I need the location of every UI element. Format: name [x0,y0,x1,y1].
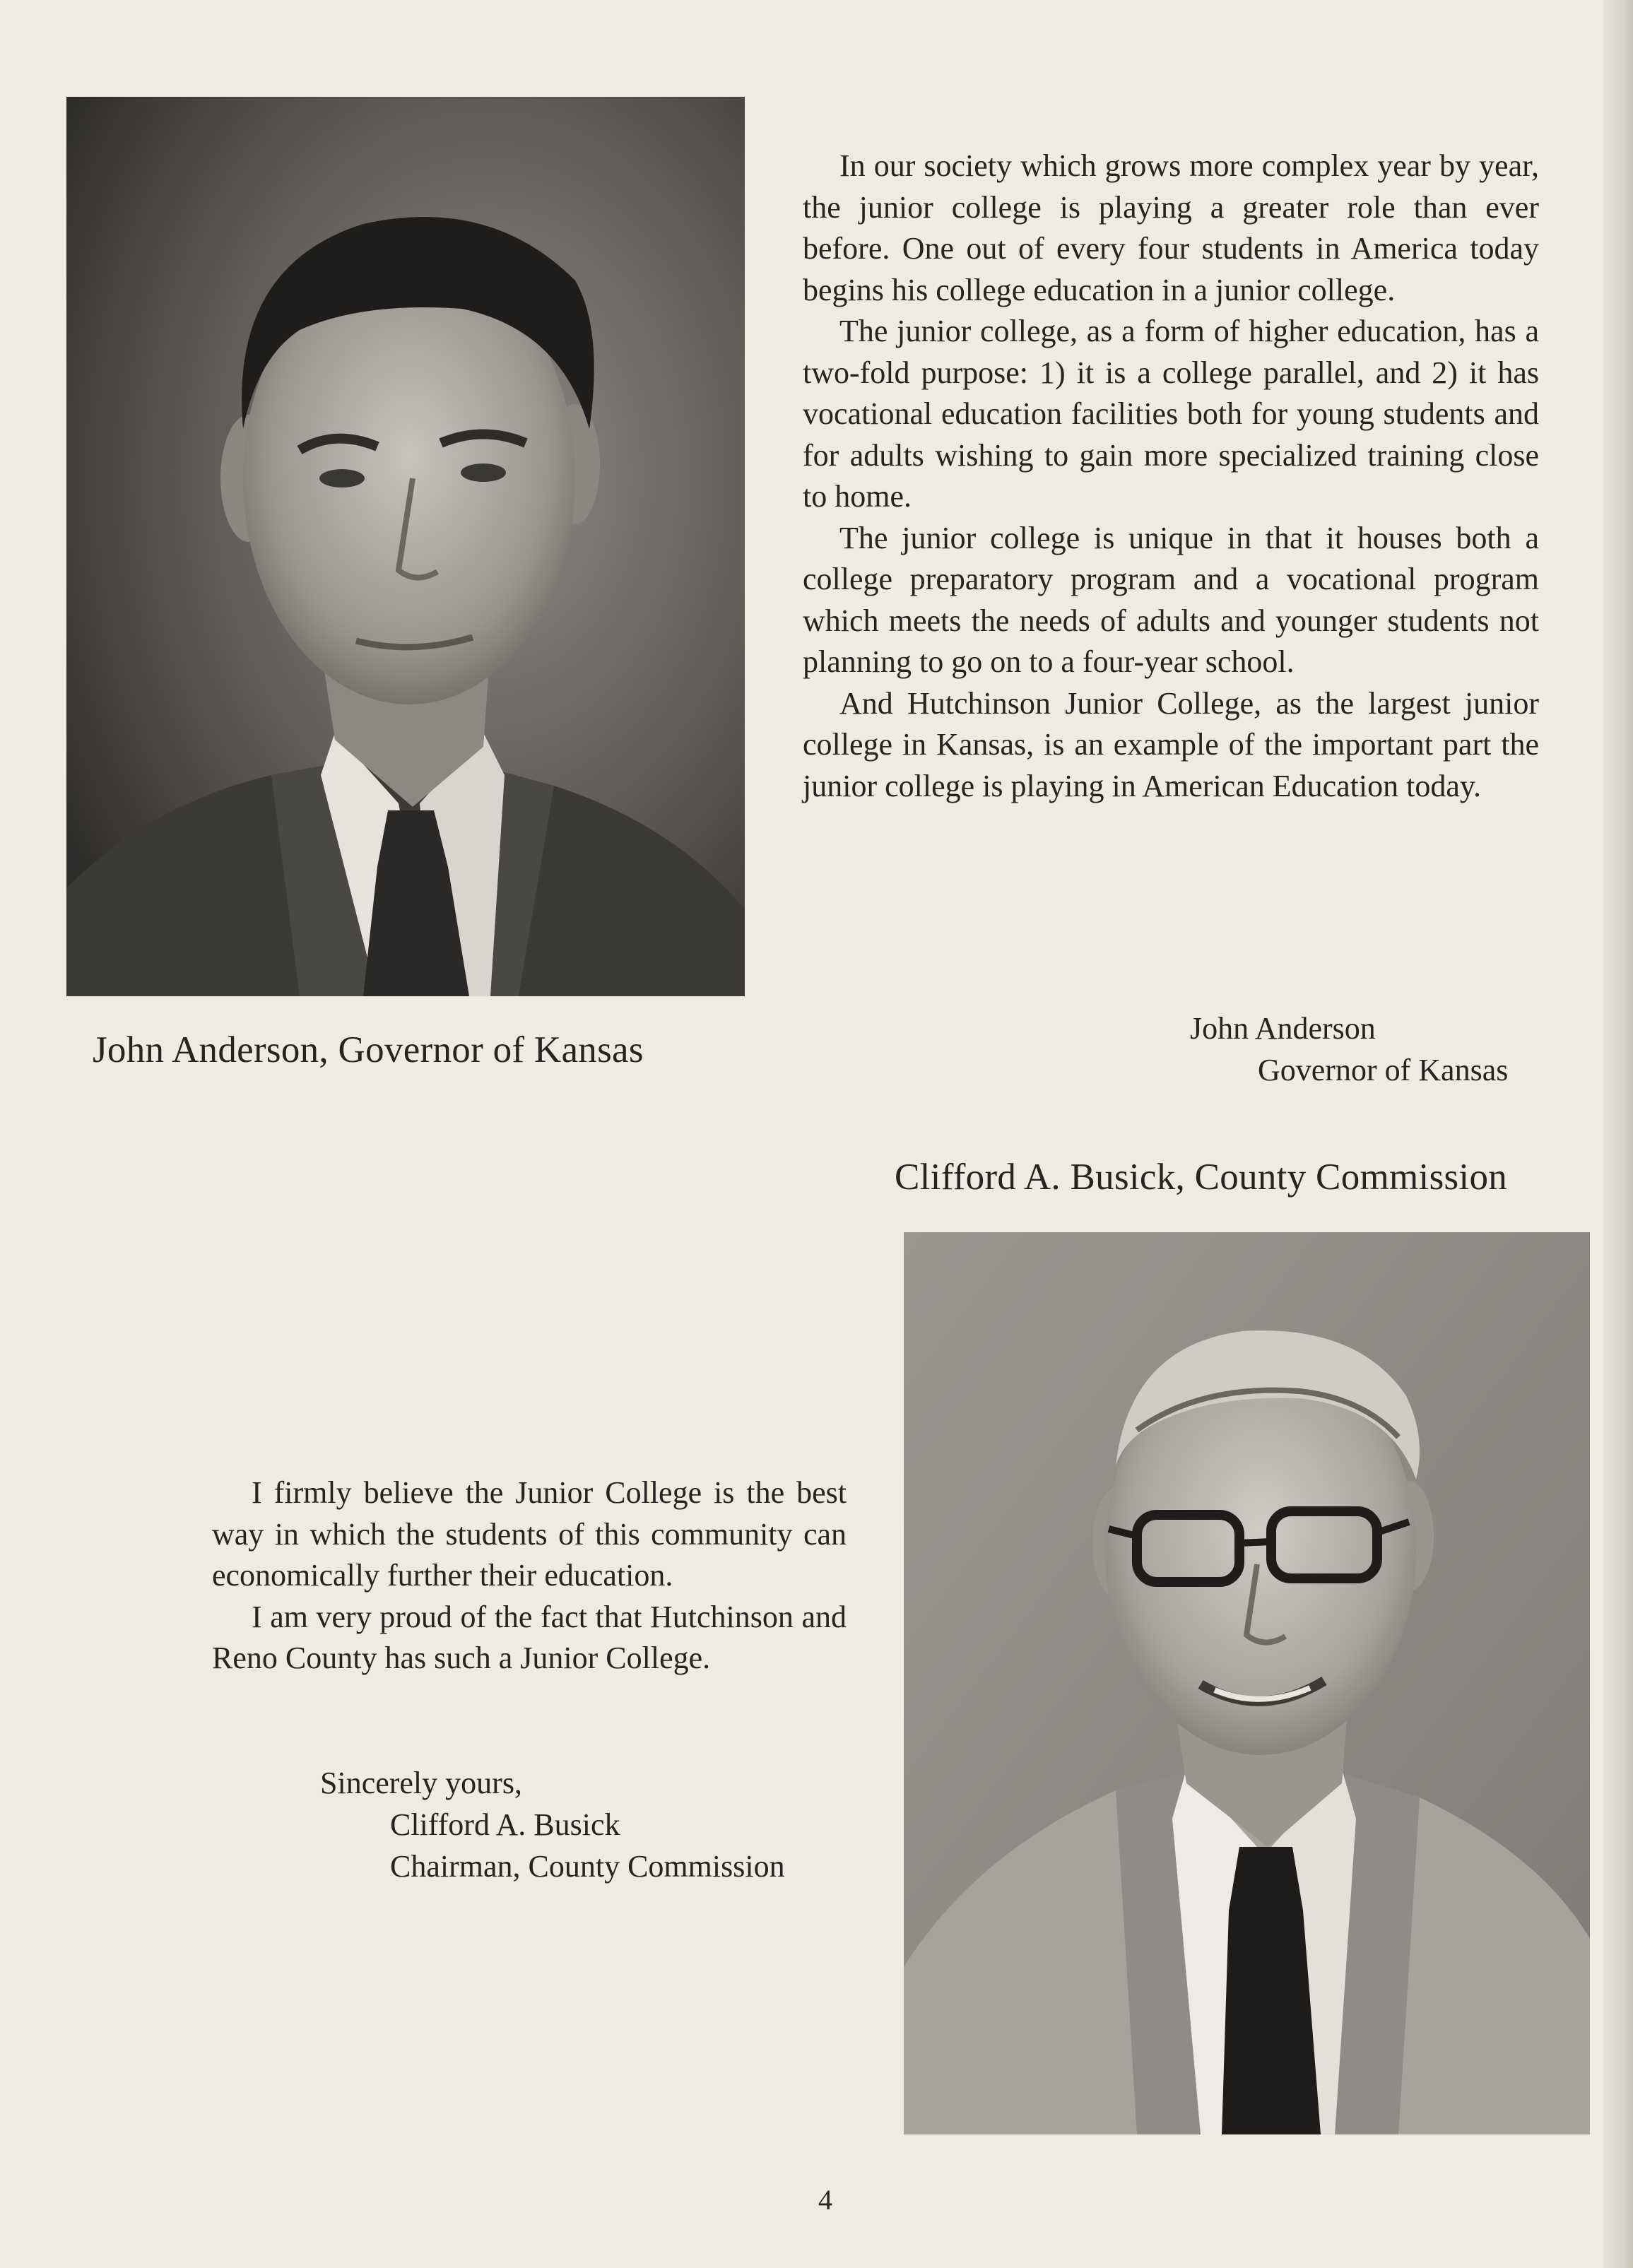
governor-letter-paragraph: The junior college, as a form of higher education, has a two-fold purpose: 1) it is a college parallel, and 2) it has vocational education facilities both for young students and for adults wishing to gain more specialized training close to home. [803,314,1539,514]
commissioner-caption: Clifford A. Busick, County Commission [895,1157,1508,1198]
commissioner-portrait-photo [904,1232,1590,2134]
page-number: 4 [818,2184,832,2216]
commissioner-letter [212,1472,847,1679]
commissioner-letter-paragraph: I am very proud of the fact that Hutchinson and Reno County has such a Junior College. [212,1599,847,1675]
governor-letter [803,146,1539,807]
governor-letter-paragraph: In our society which grows more complex year by year, the junior college is playing a greater role than ever before. One out of every four students in America today begins his college education in a junior college. [803,148,1539,307]
governor-letter-paragraph: The junior college is unique in that it houses both a college preparatory program and a vocational program which meets the needs of adults and younger students not planning to go on to a four-year school. [803,520,1539,679]
page-edge-shadow [1603,0,1633,2268]
governor-caption: John Anderson, Governor of Kansas [93,1029,644,1070]
commissioner-signature-name: Clifford A. Busick [390,1807,620,1842]
commissioner-letter-paragraph: I firmly believe the Junior College is the best way in which the students of this community can economically further their education. [212,1475,847,1593]
commissioner-signature-title: Chairman, County Commission [390,1849,785,1884]
governor-signature-title: Governor of Kansas [1258,1053,1509,1087]
commissioner-closing: Sincerely yours, [320,1766,522,1800]
governor-portrait-photo [66,97,745,996]
governor-signature-name: John Anderson [1190,1011,1376,1046]
governor-letter-paragraph: And Hutchinson Junior College, as the largest junior college in Kansas, is an example of the important part the junior college is playing in American Education today. [803,685,1539,803]
